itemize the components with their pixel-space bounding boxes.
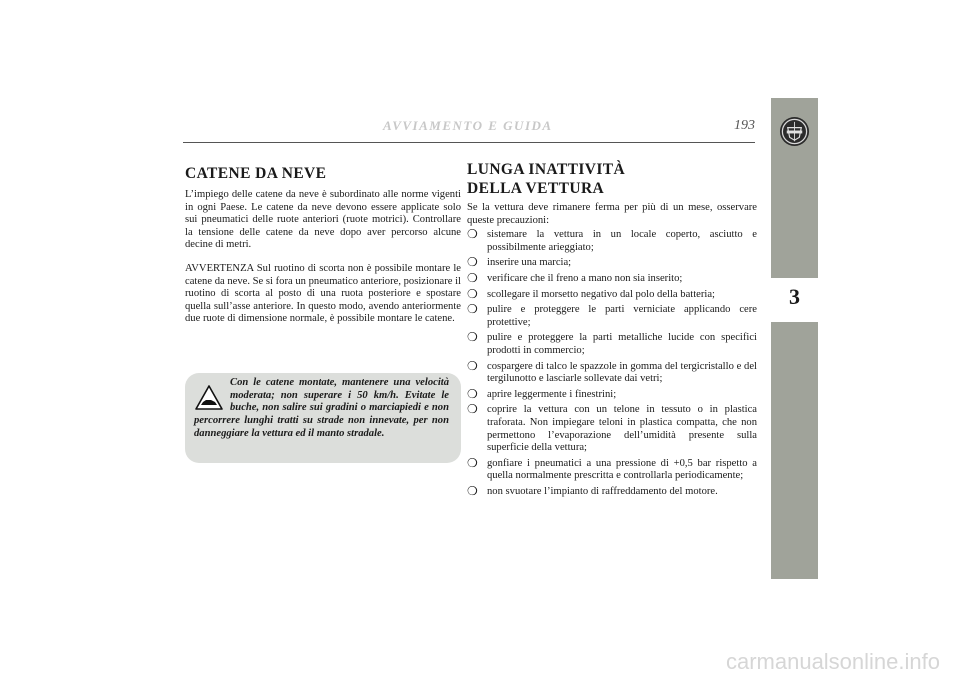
precautions-list bbox=[467, 229, 757, 498]
left-column bbox=[185, 160, 461, 326]
inactivity-intro: Se la vettura deve rimanere ferma per più di un mese, osservare queste precauzioni: bbox=[467, 202, 757, 226]
section-heading-snow-chains: CATENE DA NEVE bbox=[185, 165, 327, 182]
watermark: carmanualsonline.info bbox=[725, 649, 940, 674]
bullet-icon: ❍ bbox=[467, 302, 478, 317]
list-item: ❍ gonfiare i pneumatici a una pressione di +0,5 bar rispetto a quella normalmente prescritta e controllarla periodicamente; bbox=[467, 455, 757, 482]
lancia-badge-icon bbox=[779, 116, 810, 147]
list-item: ❍ non svuotare l’impianto di raffreddamento del motore. bbox=[467, 483, 718, 498]
list-item: ❍ coprire la vettura con un telone in tessuto o in plastica traforata. Non impiegare teloni in plastica compatta, che non permettono l’evaporazione dell’umidità presente sulla superficie della vettura; bbox=[467, 402, 757, 454]
bullet-icon: ❍ bbox=[467, 330, 478, 345]
heading-line-1: LUNGA INATTIVITÀ bbox=[467, 161, 626, 178]
section-heading-long-inactivity bbox=[467, 160, 757, 198]
bullet-icon: ❍ bbox=[467, 270, 478, 285]
list-item: ❍ sistemare la vettura in un locale coperto, asciutto e possibilmente arieggiato; bbox=[467, 227, 757, 253]
warning-box bbox=[185, 373, 461, 463]
section-number: 3 bbox=[789, 284, 800, 309]
right-column bbox=[467, 160, 757, 501]
bullet-icon: ❍ bbox=[467, 255, 478, 270]
chapter-sidebar bbox=[771, 98, 818, 579]
bullet-icon: ❍ bbox=[467, 455, 478, 470]
snow-chains-paragraph: L’impiego delle catene da neve è subordinato alle norme vigenti in ogni Paese. Le catene da neve devono essere applicate solo sui pneumatici delle ruote anteriori (ruote motrici). Controllare la tensione delle catene da neve dopo aver percorso alcune decine di metri. bbox=[185, 189, 461, 251]
list-item: ❍ pulire e proteggere le parti verniciate applicando cere protettive; bbox=[467, 302, 757, 328]
page-number: 193 bbox=[734, 118, 755, 133]
warning-text: Con le catene montate, mantenere una velocità moderata; non superare i 50 km/h. Evitate le buche, non salire sui gradini o marciapiedi e non percorrere lunghi tratti su strade non innevate, per non danneggiare la vettura ed il manto stradale. bbox=[194, 377, 449, 439]
bullet-icon: ❍ bbox=[467, 358, 478, 373]
bullet-icon: ❍ bbox=[467, 227, 478, 242]
list-item: ❍ inserire una marcia; bbox=[467, 255, 572, 270]
bullet-icon: ❍ bbox=[467, 483, 478, 498]
header-rule bbox=[183, 142, 755, 143]
warning-triangle-icon bbox=[194, 383, 224, 413]
bullet-icon: ❍ bbox=[467, 386, 478, 401]
page-header bbox=[183, 118, 755, 142]
chapter-title: AVVIAMENTO E GUIDA bbox=[383, 118, 553, 133]
list-item: ❍ scollegare il morsetto negativo dal polo della batteria; bbox=[467, 286, 715, 301]
bullet-icon: ❍ bbox=[467, 402, 478, 417]
list-item: ❍ pulire e proteggere la parti metalliche lucide con specifici prodotti in commercio; bbox=[467, 330, 757, 356]
notice-paragraph: AVVERTENZA Sul ruotino di scorta non è possibile montare le catene da neve. Se si fora un pneumatico anteriore, posizionare il ruotino di scorta al posto di una ruota posteriore e spostare quella sull’asse anteriore. In questo modo, avendo anteriormente due ruote di dimensione normale, è possibile montare le catene. bbox=[185, 262, 461, 325]
heading-line-2: DELLA VETTURA bbox=[467, 180, 605, 197]
bullet-icon: ❍ bbox=[467, 286, 478, 301]
list-item: ❍ cospargere di talco le spazzole in gomma del tergicristallo e del tergilunotto e lasciarle sollevate dai vetri; bbox=[467, 358, 757, 385]
list-item: ❍ verificare che il freno a mano non sia inserito; bbox=[467, 270, 683, 285]
list-item: ❍ aprire leggermente i finestrini; bbox=[467, 386, 617, 401]
